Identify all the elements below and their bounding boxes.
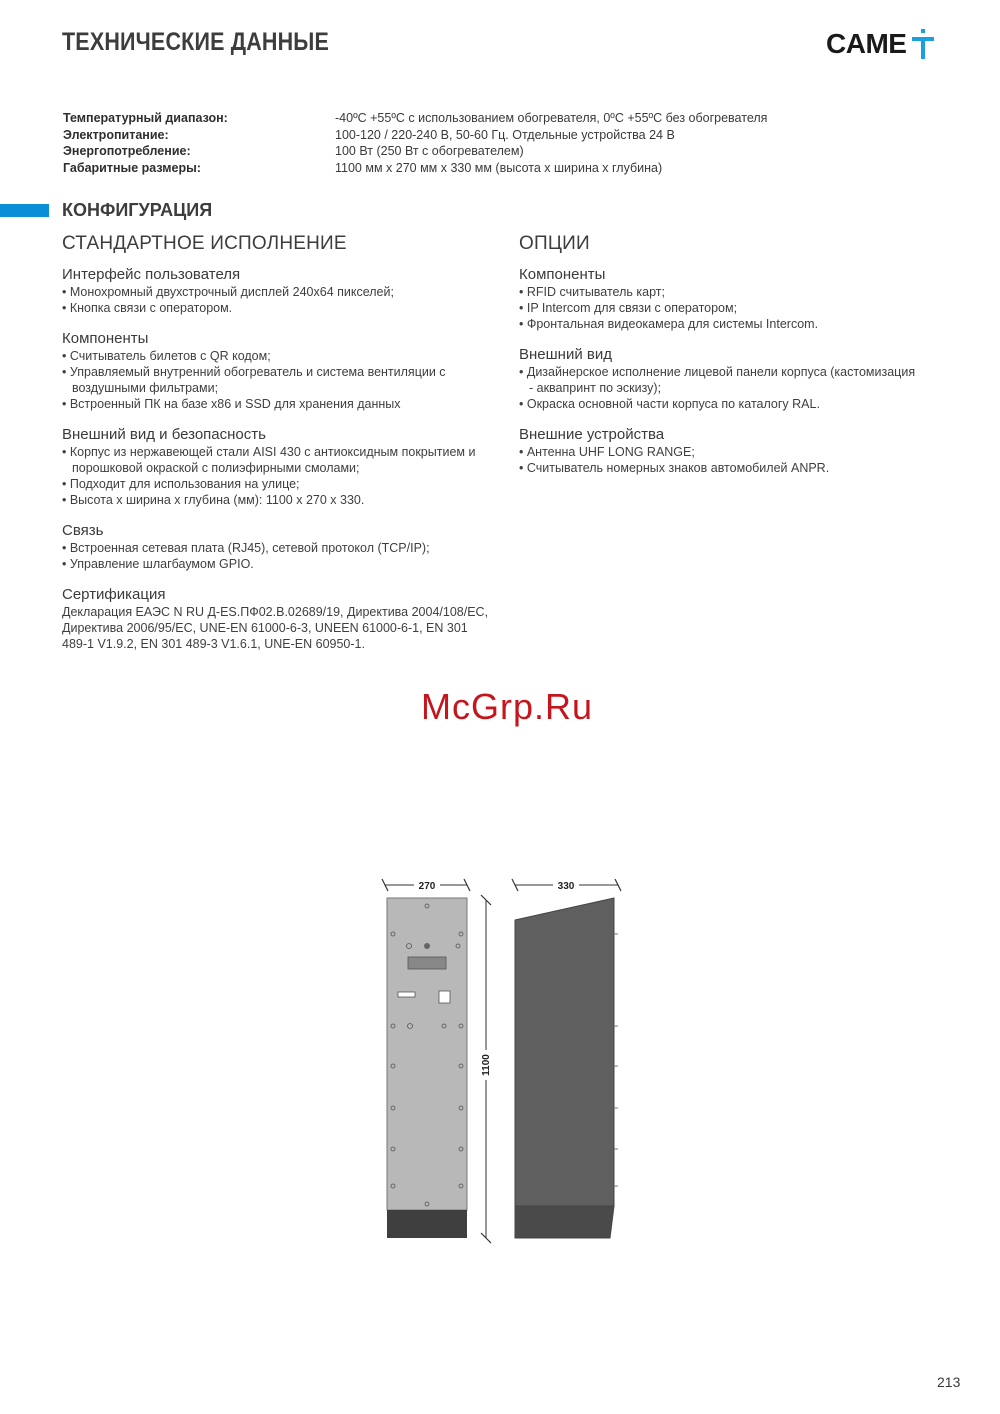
list-item: • Высота x ширина x глубина (мм): 1100 x 270 x 330. bbox=[62, 493, 365, 507]
dimension-drawing bbox=[370, 874, 640, 1254]
page-title: ТЕХНИЧЕСКИЕ ДАННЫЕ bbox=[62, 28, 330, 56]
config-heading: КОНФИГУРАЦИЯ bbox=[62, 200, 213, 220]
list-item: • Окраска основной части корпуса по каталогу RAL. bbox=[519, 397, 820, 411]
section-accent-bar bbox=[0, 204, 49, 217]
options-components-section bbox=[519, 266, 919, 332]
list-item: • Фронтальная видеокамера для системы Intercom. bbox=[519, 317, 819, 331]
list-item: • Встроенный ПК на базе x86 и SSD для хранения данных bbox=[62, 397, 401, 411]
section-title: Внешний вид bbox=[519, 346, 612, 363]
came-logo-icon bbox=[912, 29, 934, 59]
spec-row bbox=[63, 127, 943, 144]
width-label: 270 bbox=[418, 881, 436, 892]
list-item: • IP Intercom для связи с оператором; bbox=[519, 301, 738, 315]
section-title: Внешний вид и безопасность bbox=[62, 426, 266, 443]
ui-section bbox=[62, 266, 492, 316]
list-item: • RFID считыватель карт; bbox=[519, 285, 665, 299]
depth-dimension bbox=[512, 878, 621, 892]
connectivity-section bbox=[62, 522, 492, 572]
height-label: 1100 bbox=[481, 1054, 492, 1076]
list-item: • Считыватель билетов с QR кодом; bbox=[62, 349, 271, 363]
standard-title: СТАНДАРТНОЕ ИСПОЛНЕНИЕ bbox=[62, 233, 347, 254]
spec-row bbox=[63, 160, 943, 177]
certification-section bbox=[62, 586, 492, 652]
list-item: • Встроенная сетевая плата (RJ45), сетевой протокол (TCP/IP); bbox=[62, 541, 430, 555]
spec-row bbox=[63, 143, 943, 160]
spec-label: Температурный диапазон: bbox=[63, 111, 228, 125]
watermark: McGrp.Ru bbox=[420, 686, 594, 727]
list-item: • Монохромный двухстрочный дисплей 240x64 пикселей; bbox=[62, 285, 394, 299]
section-title: Связь bbox=[62, 522, 104, 539]
list-item: • Подходит для использования на улице; bbox=[62, 477, 300, 491]
certification-text: Декларация ЕАЭС N RU Д-ES.ПФ02.В.02689/19, Директива 2004/108/EC, Директива 2006/95/EC, UNE-EN 61000-6-3, UNEEN 61000-6-1, EN 301 489-1 V1.9.2, EN 301 489-3 V1.6.1, UNE-EN 60950-1. bbox=[62, 605, 489, 651]
components-section bbox=[62, 330, 492, 412]
side-view bbox=[515, 898, 618, 1238]
options-appearance-section bbox=[519, 346, 919, 412]
list-item: • Кнопка связи с оператором. bbox=[62, 301, 233, 315]
spec-value: 1100 мм x 270 мм x 330 мм (высота x ширина x глубина) bbox=[335, 160, 663, 175]
spec-value: 100-120 / 220-240 В, 50-60 Гц. Отдельные устройства 24 В bbox=[335, 127, 675, 142]
spec-label: Энергопотребление: bbox=[63, 144, 191, 158]
height-dimension bbox=[479, 895, 493, 1243]
front-view bbox=[387, 898, 467, 1238]
spec-label: Электропитание: bbox=[63, 127, 169, 142]
options-external-section bbox=[519, 426, 919, 476]
section-title: Компоненты bbox=[62, 330, 149, 347]
logo-text: CAME bbox=[826, 28, 907, 59]
page-number: 213 bbox=[937, 1374, 961, 1390]
spec-list bbox=[63, 110, 943, 176]
spec-row bbox=[63, 110, 943, 127]
spec-value: -40ºC +55ºC с использованием обогревателя, 0ºC +55ºC без обогревателя bbox=[335, 111, 768, 125]
list-item: • Управляемый внутренний обогреватель и система вентиляции с воздушными фильтрами; bbox=[62, 365, 446, 395]
section-title: Внешние устройства bbox=[519, 426, 665, 443]
section-title: Компоненты bbox=[519, 266, 606, 283]
list-item: • Дизайнерское исполнение лицевой панели корпуса (кастомизация - аквапринт по эскизу); bbox=[519, 365, 916, 395]
spec-value: 100 Вт (250 Вт с обогревателем) bbox=[335, 144, 524, 158]
list-item: • Антенна UHF LONG RANGE; bbox=[519, 445, 695, 459]
list-item: • Корпус из нержавеющей стали AISI 430 с антиоксидным покрытием и порошковой окраской с полиэфирными смолами; bbox=[62, 445, 476, 475]
depth-label: 330 bbox=[557, 881, 575, 892]
standard-column bbox=[62, 232, 492, 666]
spec-label: Габаритные размеры: bbox=[63, 160, 201, 175]
options-column bbox=[519, 232, 919, 490]
width-dimension bbox=[382, 878, 470, 892]
list-item: • Управление шлагбаумом GPIO. bbox=[62, 557, 254, 571]
appearance-section bbox=[62, 426, 492, 508]
options-title: ОПЦИИ bbox=[519, 233, 590, 254]
list-item: • Считыватель номерных знаков автомобилей ANPR. bbox=[519, 461, 830, 475]
came-logo bbox=[826, 26, 934, 62]
section-title: Сертификация bbox=[62, 586, 166, 603]
section-title: Интерфейс пользователя bbox=[62, 266, 241, 283]
